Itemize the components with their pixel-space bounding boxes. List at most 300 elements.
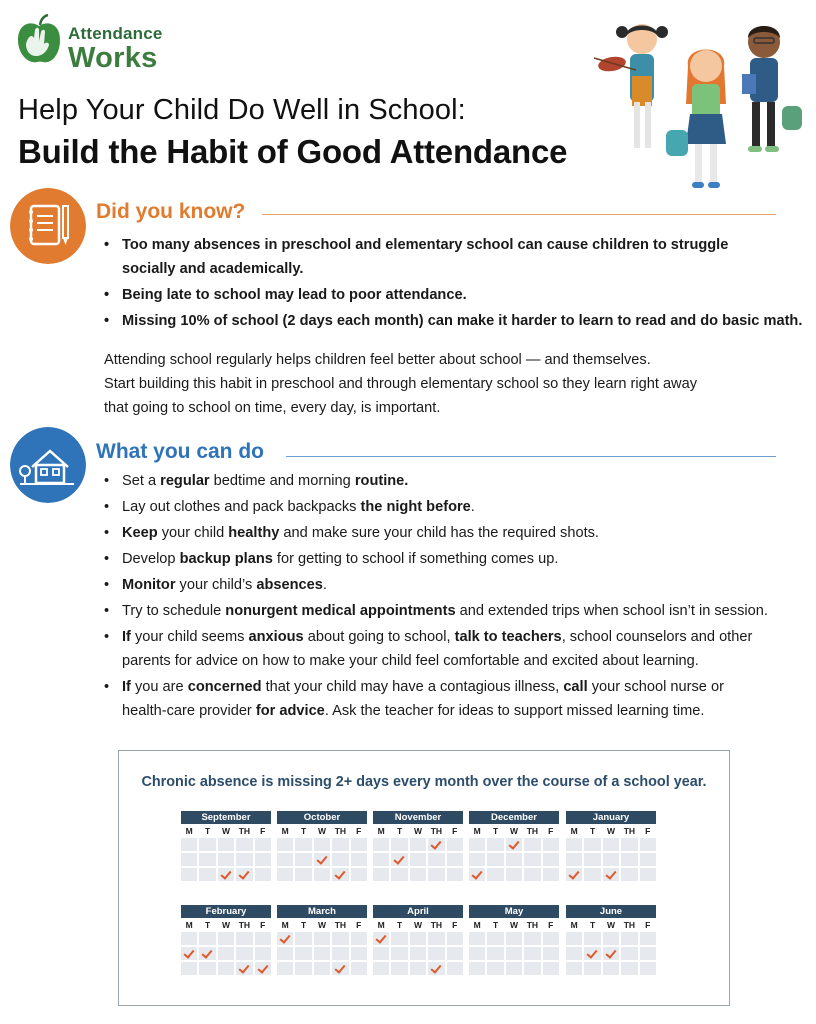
calendar-day-cell bbox=[469, 962, 485, 975]
day-label: F bbox=[645, 826, 651, 836]
calendar-day-cell bbox=[543, 853, 559, 866]
day-label: T bbox=[396, 920, 403, 930]
emphasis-text: the night before bbox=[360, 499, 471, 515]
calendar-day-cell bbox=[487, 868, 503, 881]
calendar-day-cell bbox=[410, 962, 426, 975]
paragraph-line: Attending school regularly helps children feel better about school — and themselves. bbox=[104, 352, 651, 368]
calendar-day-cell bbox=[255, 947, 271, 960]
day-label: W bbox=[221, 826, 230, 836]
body-text: that your child may have a contagious illness, bbox=[261, 679, 564, 695]
absence-check-mark bbox=[391, 853, 407, 866]
body-text: bedtime and morning bbox=[209, 473, 355, 489]
calendar-day-cell bbox=[332, 932, 348, 945]
absence-check-mark bbox=[236, 962, 252, 975]
absence-check-mark bbox=[199, 947, 215, 960]
calendar-day-cell bbox=[524, 868, 540, 881]
absence-check-mark bbox=[332, 868, 348, 881]
calendar-day-cell bbox=[524, 853, 540, 866]
calendar-day-cell bbox=[428, 853, 444, 866]
bullet-text-line bbox=[122, 573, 804, 597]
paragraph-line: Start building this habit in preschool and through elementary school so they learn right away bbox=[104, 376, 698, 392]
calendar-day-cell bbox=[295, 868, 311, 881]
calendar-day-cell bbox=[584, 853, 600, 866]
calendar-day-cell bbox=[566, 853, 582, 866]
emphasis-text: regular bbox=[160, 473, 210, 489]
absence-check-mark bbox=[506, 838, 522, 851]
emphasis-text: If bbox=[122, 629, 131, 645]
calendar-day-cell bbox=[566, 838, 582, 851]
day-label: T bbox=[204, 920, 211, 930]
calendar-month bbox=[373, 811, 463, 881]
calendar-day-cell bbox=[199, 853, 215, 866]
calendar-day-cell bbox=[199, 962, 215, 975]
body-text: Try to schedule bbox=[122, 603, 226, 619]
calendar-day-cell bbox=[603, 932, 619, 945]
calendar-day-cell bbox=[524, 838, 540, 851]
calendar-day-cell bbox=[314, 838, 330, 851]
day-label: W bbox=[221, 920, 230, 930]
day-label: F bbox=[548, 826, 554, 836]
calendar-day-cell bbox=[543, 962, 559, 975]
calendar-month bbox=[373, 905, 463, 975]
bullet-text-line bbox=[122, 521, 804, 545]
day-label: M bbox=[473, 920, 481, 930]
calendar-day-cell bbox=[218, 932, 234, 945]
calendar-day-cell bbox=[373, 838, 389, 851]
emphasis-text: routine. bbox=[354, 473, 409, 489]
body-text: you are bbox=[130, 679, 188, 695]
calendar-day-cell bbox=[621, 838, 637, 851]
body-text: your child’s bbox=[175, 577, 257, 593]
body-text: and extended trips when school isn’t in session. bbox=[455, 603, 768, 619]
day-label: M bbox=[185, 920, 193, 930]
calendar-day-cell bbox=[351, 932, 367, 945]
what-you-can-do-item bbox=[104, 625, 804, 673]
calendar-day-cell bbox=[373, 962, 389, 975]
paragraph-line: that going to school on time, every day, is important. bbox=[104, 400, 441, 416]
calendar-day-cell bbox=[603, 962, 619, 975]
did-you-know-paragraph bbox=[104, 348, 697, 420]
calendar-day-cell bbox=[447, 853, 463, 866]
calendar-day-cell bbox=[277, 838, 293, 851]
calendar-month bbox=[181, 811, 271, 881]
calendar-day-cell bbox=[447, 868, 463, 881]
emphasis-text: nonurgent medical appointments bbox=[225, 603, 456, 619]
what-you-can-do-heading: What you can do bbox=[96, 440, 264, 463]
calendar-day-cell bbox=[506, 853, 522, 866]
day-label: W bbox=[413, 920, 422, 930]
day-label: TH bbox=[526, 920, 539, 930]
day-label: W bbox=[509, 920, 518, 930]
calendar-month bbox=[566, 811, 656, 881]
calendar-day-cell bbox=[506, 947, 522, 960]
calendar-day-cell bbox=[543, 932, 559, 945]
calendar-day-cell bbox=[584, 838, 600, 851]
calendar-day-cell bbox=[236, 838, 252, 851]
calendar-day-cell bbox=[469, 947, 485, 960]
bullet-text-line bbox=[122, 547, 804, 571]
day-label: W bbox=[317, 920, 326, 930]
apple-hand-icon bbox=[16, 14, 62, 66]
calendar-day-cell bbox=[332, 947, 348, 960]
body-text: . bbox=[322, 577, 327, 593]
body-text: your school nurse or bbox=[587, 679, 724, 695]
calendar-day-cell bbox=[506, 932, 522, 945]
calendar-day-cell bbox=[218, 853, 234, 866]
emphasis-text: for advice bbox=[255, 703, 325, 719]
bullet-text-line: • Missing 10% of school (2 days each month) can make it harder to learn to read and do basic math. bbox=[122, 313, 803, 329]
girl-with-backpack-illustration bbox=[666, 50, 726, 189]
calendar-day-cell bbox=[255, 932, 271, 945]
calendar-day-cell bbox=[487, 947, 503, 960]
bullet-text-line bbox=[122, 675, 804, 699]
calendar-day-cell bbox=[277, 868, 293, 881]
calendar-day-cell bbox=[428, 932, 444, 945]
calendar-day-cell bbox=[447, 962, 463, 975]
day-label: M bbox=[473, 826, 481, 836]
calendar-day-cell bbox=[640, 947, 656, 960]
emphasis-text: talk to teachers bbox=[454, 629, 562, 645]
body-text: your child bbox=[157, 525, 229, 541]
absence-check-mark bbox=[236, 868, 252, 881]
calendar-day-cell bbox=[603, 838, 619, 851]
day-label: TH bbox=[623, 826, 636, 836]
calendar-day-cell bbox=[295, 838, 311, 851]
absence-check-mark bbox=[255, 962, 271, 975]
calendar-day-cell bbox=[391, 962, 407, 975]
month-name: June bbox=[566, 905, 656, 918]
day-label: M bbox=[377, 826, 385, 836]
calendar-day-cell bbox=[543, 947, 559, 960]
did-you-know-rule bbox=[262, 214, 776, 215]
calendar-day-cell bbox=[391, 838, 407, 851]
boy-with-books-illustration bbox=[742, 26, 802, 152]
absence-check-mark bbox=[469, 868, 485, 881]
what-you-can-do-item bbox=[104, 573, 804, 597]
day-label: M bbox=[281, 920, 289, 930]
emphasis-text: absences bbox=[256, 577, 323, 593]
girl-with-violin-illustration bbox=[594, 24, 668, 148]
logo-text-works: Works bbox=[68, 42, 158, 74]
day-label: F bbox=[452, 920, 458, 930]
day-label: W bbox=[606, 920, 615, 930]
calendar-day-cell bbox=[255, 868, 271, 881]
calendar-day-cell bbox=[487, 853, 503, 866]
calendar-day-cell bbox=[487, 932, 503, 945]
calendar-month bbox=[566, 905, 656, 975]
emphasis-text: healthy bbox=[228, 525, 280, 541]
calendar-day-cell bbox=[199, 868, 215, 881]
day-label: F bbox=[260, 826, 266, 836]
day-label: F bbox=[645, 920, 651, 930]
day-label: W bbox=[606, 826, 615, 836]
calendar-day-cell bbox=[181, 868, 197, 881]
calendar-day-cell bbox=[181, 853, 197, 866]
calendar-day-cell bbox=[543, 838, 559, 851]
month-name: April bbox=[373, 905, 463, 918]
absence-check-mark bbox=[603, 947, 619, 960]
emphasis-text: anxious bbox=[248, 629, 304, 645]
children-illustration bbox=[592, 14, 806, 194]
calendar-day-cell bbox=[351, 947, 367, 960]
month-name: May bbox=[469, 905, 559, 918]
calendar-day-cell bbox=[447, 838, 463, 851]
calendar-day-cell bbox=[640, 868, 656, 881]
calendar-month bbox=[181, 905, 271, 975]
calendar-day-cell bbox=[218, 962, 234, 975]
calendar-month bbox=[469, 811, 559, 881]
day-label: TH bbox=[334, 920, 347, 930]
day-label: TH bbox=[430, 920, 443, 930]
did-you-know-item bbox=[104, 233, 804, 281]
day-label: W bbox=[509, 826, 518, 836]
calendar-day-cell bbox=[391, 932, 407, 945]
calendar-day-cell bbox=[410, 868, 426, 881]
calendar-day-cell bbox=[584, 868, 600, 881]
calendar-day-cell bbox=[314, 932, 330, 945]
day-label: W bbox=[413, 826, 422, 836]
month-name: March bbox=[277, 905, 367, 918]
absence-check-mark bbox=[566, 868, 582, 881]
day-label: T bbox=[204, 826, 211, 836]
calendar-day-cell bbox=[566, 947, 582, 960]
bullet-text-line bbox=[122, 599, 804, 623]
emphasis-text: If bbox=[122, 679, 131, 695]
calendar-day-cell bbox=[218, 947, 234, 960]
page-title: Build the Habit of Good Attendance bbox=[18, 133, 568, 170]
calendar-day-cell bbox=[506, 962, 522, 975]
calendar-day-cell bbox=[351, 962, 367, 975]
day-label: M bbox=[185, 826, 193, 836]
calendar-day-cell bbox=[447, 947, 463, 960]
absence-check-mark bbox=[218, 868, 234, 881]
day-label: T bbox=[492, 920, 499, 930]
calendar-day-cell bbox=[640, 962, 656, 975]
day-label: T bbox=[300, 920, 307, 930]
calendar-day-cell bbox=[295, 947, 311, 960]
calendar-day-cell bbox=[428, 947, 444, 960]
calendar-day-cell bbox=[314, 962, 330, 975]
calendar-day-cell bbox=[236, 947, 252, 960]
calendar-day-cell bbox=[181, 962, 197, 975]
calendar-day-cell bbox=[524, 932, 540, 945]
absence-check-mark bbox=[373, 932, 389, 945]
calendar-day-cell bbox=[373, 853, 389, 866]
body-text: . Ask the teacher for ideas to support missed learning time. bbox=[324, 703, 705, 719]
day-label: T bbox=[492, 826, 499, 836]
calendar-day-cell bbox=[640, 853, 656, 866]
emphasis-text: backup plans bbox=[179, 551, 273, 567]
calendar-day-cell bbox=[332, 853, 348, 866]
day-label: T bbox=[300, 826, 307, 836]
calendar-day-cell bbox=[543, 868, 559, 881]
calendar-day-cell bbox=[621, 947, 637, 960]
calendar-day-cell bbox=[295, 962, 311, 975]
body-text: Develop bbox=[122, 551, 180, 567]
bullet-text-line bbox=[122, 625, 804, 649]
what-you-can-do-item bbox=[104, 675, 804, 723]
calendar-day-cell bbox=[181, 838, 197, 851]
day-label: TH bbox=[238, 920, 251, 930]
month-name: December bbox=[469, 811, 559, 824]
calendar-day-cell bbox=[199, 932, 215, 945]
calendar-day-cell bbox=[332, 838, 348, 851]
calendar-day-cell bbox=[277, 947, 293, 960]
absence-check-mark bbox=[603, 868, 619, 881]
calendar-day-cell bbox=[447, 932, 463, 945]
day-label: F bbox=[356, 826, 362, 836]
calendar-day-cell bbox=[621, 932, 637, 945]
day-label: F bbox=[452, 826, 458, 836]
calendar-day-cell bbox=[640, 838, 656, 851]
calendar-day-cell bbox=[410, 838, 426, 851]
absence-check-mark bbox=[181, 947, 197, 960]
calendar-day-cell bbox=[621, 962, 637, 975]
day-label: TH bbox=[623, 920, 636, 930]
calendar-day-cell bbox=[469, 932, 485, 945]
bullet-text-line bbox=[122, 649, 804, 673]
attendance-works-logo bbox=[16, 14, 176, 74]
calendar-day-cell bbox=[506, 868, 522, 881]
calendar-day-cell bbox=[295, 853, 311, 866]
day-label: T bbox=[396, 826, 403, 836]
calendar-day-cell bbox=[469, 838, 485, 851]
calendar-day-cell bbox=[373, 868, 389, 881]
body-text: parents for advice on how to make your child feel comfortable and excited about learning. bbox=[122, 653, 699, 669]
calendar-day-cell bbox=[373, 947, 389, 960]
what-you-can-do-item bbox=[104, 495, 804, 519]
day-label: M bbox=[570, 826, 578, 836]
absence-check-mark bbox=[428, 838, 444, 851]
bullet-text-line: • Being late to school may lead to poor attendance. bbox=[122, 287, 467, 303]
calendar-day-cell bbox=[428, 868, 444, 881]
emphasis-text: concerned bbox=[187, 679, 262, 695]
day-label: F bbox=[260, 920, 266, 930]
emphasis-text: Monitor bbox=[122, 577, 176, 593]
month-name: January bbox=[566, 811, 656, 824]
day-label: M bbox=[281, 826, 289, 836]
calendar-day-cell bbox=[314, 947, 330, 960]
day-label: M bbox=[570, 920, 578, 930]
calendar-day-cell bbox=[410, 947, 426, 960]
calendar-title: Chronic absence is missing 2+ days every month over the course of a school year. bbox=[141, 774, 707, 790]
what-you-can-do-list bbox=[104, 469, 804, 725]
absence-check-mark bbox=[332, 962, 348, 975]
calendar-day-cell bbox=[584, 932, 600, 945]
calendar-day-cell bbox=[351, 868, 367, 881]
calendar-day-cell bbox=[391, 947, 407, 960]
emphasis-text: Keep bbox=[122, 525, 158, 541]
day-label: W bbox=[317, 826, 326, 836]
day-label: F bbox=[548, 920, 554, 930]
day-label: M bbox=[377, 920, 385, 930]
body-text: . bbox=[470, 499, 475, 515]
absence-check-mark bbox=[314, 853, 330, 866]
what-you-can-do-item bbox=[104, 547, 804, 571]
calendar-day-cell bbox=[487, 962, 503, 975]
calendar-day-cell bbox=[199, 838, 215, 851]
emphasis-text: call bbox=[563, 679, 588, 695]
absence-check-mark bbox=[277, 932, 293, 945]
calendar-day-cell bbox=[236, 853, 252, 866]
body-text: Lay out clothes and pack backpacks bbox=[122, 499, 361, 515]
bullet-text-line: socially and academically. bbox=[122, 261, 304, 277]
calendar-day-cell bbox=[621, 868, 637, 881]
did-you-know-heading: Did you know? bbox=[96, 200, 246, 223]
did-you-know-item bbox=[104, 283, 804, 307]
calendar-day-cell bbox=[351, 853, 367, 866]
bullet-text-line bbox=[122, 699, 804, 723]
calendar-day-cell bbox=[566, 932, 582, 945]
logo-text-attendance: Attendance bbox=[68, 24, 163, 43]
calendar-day-cell bbox=[469, 853, 485, 866]
body-text: , school counselors and other bbox=[561, 629, 753, 645]
calendar-day-cell bbox=[410, 932, 426, 945]
calendar-day-cell bbox=[218, 838, 234, 851]
calendar-day-cell bbox=[524, 962, 540, 975]
what-you-can-do-rule bbox=[286, 456, 776, 457]
body-text: and make sure your child has the required shots. bbox=[279, 525, 599, 541]
month-name: February bbox=[181, 905, 271, 918]
calendar-month bbox=[277, 905, 367, 975]
body-text: Set a bbox=[122, 473, 161, 489]
day-label: T bbox=[589, 920, 596, 930]
calendar-day-cell bbox=[255, 853, 271, 866]
notebook-icon bbox=[10, 188, 86, 264]
calendar-day-cell bbox=[410, 853, 426, 866]
absence-check-mark bbox=[428, 962, 444, 975]
body-text: about going to school, bbox=[303, 629, 455, 645]
body-text: health-care provider bbox=[122, 703, 256, 719]
chronic-absence-calendar bbox=[118, 750, 730, 1006]
day-label: TH bbox=[334, 826, 347, 836]
bullet-text-line: • Too many absences in preschool and elementary school can cause children to struggle bbox=[122, 237, 729, 253]
body-text: for getting to school if something comes up. bbox=[272, 551, 559, 567]
bullet-text-line bbox=[122, 495, 804, 519]
absence-check-mark bbox=[584, 947, 600, 960]
calendar-day-cell bbox=[640, 932, 656, 945]
day-label: F bbox=[356, 920, 362, 930]
calendar-day-cell bbox=[314, 868, 330, 881]
calendar-day-cell bbox=[295, 932, 311, 945]
month-name: September bbox=[181, 811, 271, 824]
what-you-can-do-item bbox=[104, 469, 804, 493]
day-label: TH bbox=[526, 826, 539, 836]
did-you-know-list bbox=[104, 233, 804, 335]
month-name: October bbox=[277, 811, 367, 824]
calendar-day-cell bbox=[255, 838, 271, 851]
body-text: your child seems bbox=[130, 629, 249, 645]
page-subtitle: Help Your Child Do Well in School: bbox=[18, 94, 466, 126]
calendar-day-cell bbox=[181, 932, 197, 945]
day-label: TH bbox=[238, 826, 251, 836]
calendar-day-cell bbox=[351, 838, 367, 851]
did-you-know-item bbox=[104, 309, 804, 333]
calendar-month bbox=[277, 811, 367, 881]
calendar-day-cell bbox=[277, 962, 293, 975]
what-you-can-do-item bbox=[104, 599, 804, 623]
house-icon bbox=[10, 427, 86, 503]
day-label: TH bbox=[430, 826, 443, 836]
calendar-day-cell bbox=[566, 962, 582, 975]
bullet-text-line bbox=[122, 469, 804, 493]
calendar-day-cell bbox=[603, 853, 619, 866]
calendar-day-cell bbox=[621, 853, 637, 866]
calendar-month bbox=[469, 905, 559, 975]
calendar-day-cell bbox=[236, 932, 252, 945]
calendar-day-cell bbox=[584, 962, 600, 975]
month-name: November bbox=[373, 811, 463, 824]
